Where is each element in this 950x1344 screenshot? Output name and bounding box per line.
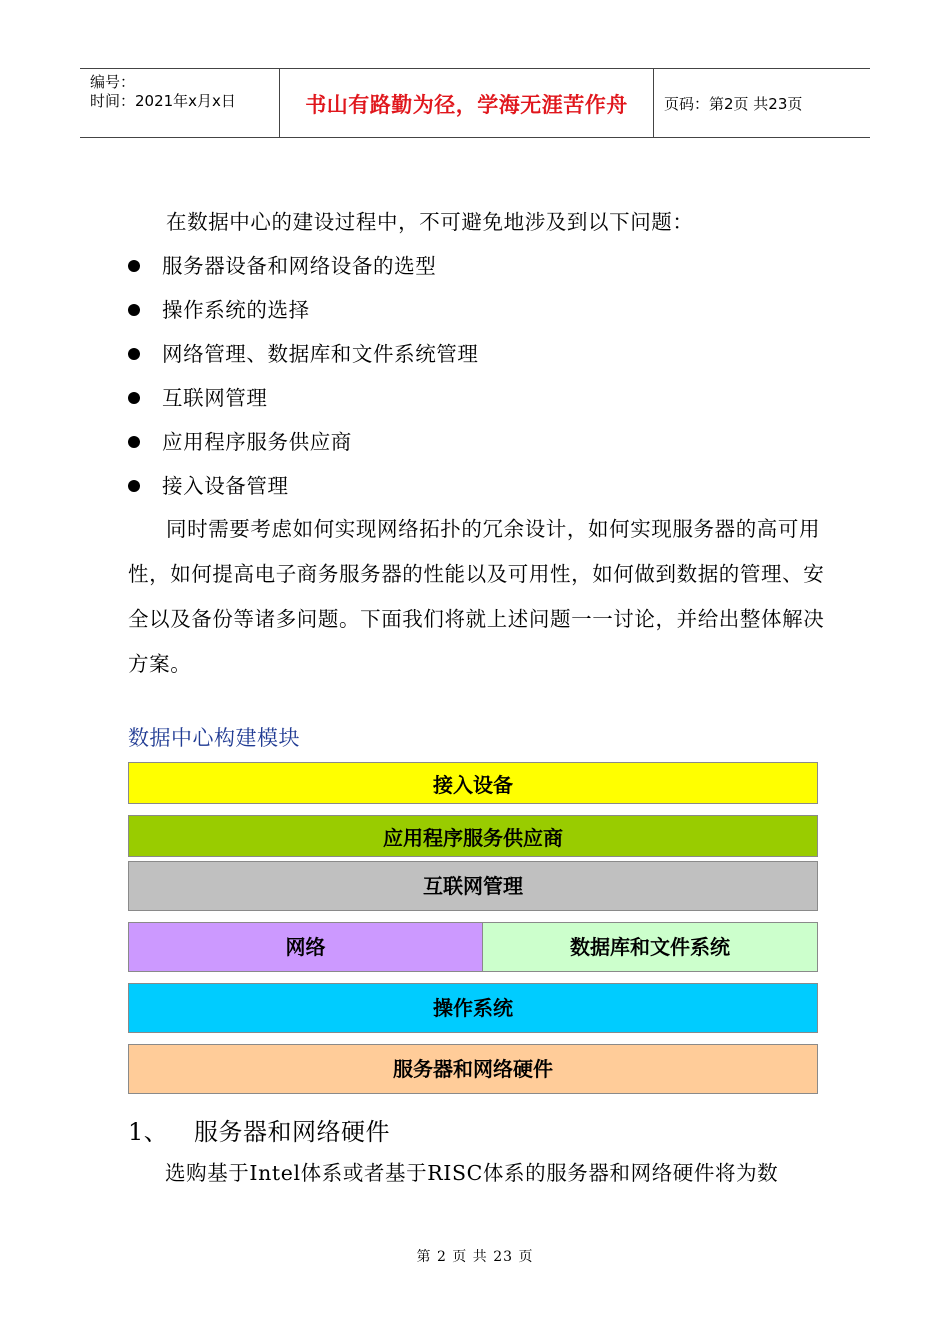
bullet-icon <box>128 304 140 316</box>
header-motto-cell <box>280 69 654 137</box>
header-meta <box>80 69 280 137</box>
module-access-devices: 接入设备 <box>128 762 818 804</box>
bullet-icon <box>128 260 140 272</box>
code-label: 编号： <box>90 73 136 91</box>
issue-list <box>128 244 479 508</box>
header-motto: 书山有路勤为径，学海无涯苦作舟 <box>305 93 628 117</box>
intro-paragraph: 在数据中心的建设过程中，不可避免地涉及到以下问题： <box>166 210 694 234</box>
bullet-icon <box>128 480 140 492</box>
section-title: 服务器和网络硬件 <box>194 1118 390 1146</box>
section-number: 1、 <box>128 1118 169 1146</box>
page-header <box>80 68 870 138</box>
list-item: 操作系统的选择 <box>128 288 479 332</box>
module-server-network-hardware: 服务器和网络硬件 <box>128 1044 818 1094</box>
header-page-info: 页码：第2页 共23页 <box>664 94 803 113</box>
bullet-icon <box>128 348 140 360</box>
bullet-icon <box>128 392 140 404</box>
module-asp: 应用程序服务供应商 <box>128 815 818 857</box>
section-heading <box>128 1112 390 1147</box>
list-item: 互联网管理 <box>128 376 479 420</box>
bullet-icon <box>128 436 140 448</box>
list-item: 网络管理、数据库和文件系统管理 <box>128 332 479 376</box>
list-item: 服务器设备和网络设备的选型 <box>128 244 479 288</box>
module-diagram-title: 数据中心构建模块 <box>128 726 300 750</box>
time-label: 时间：2021年x月x日 <box>90 92 236 110</box>
module-operating-system: 操作系统 <box>128 983 818 1033</box>
list-item: 接入设备管理 <box>128 464 479 508</box>
module-database-filesystem: 数据库和文件系统 <box>482 922 818 972</box>
considerations-paragraph: 同时需要考虑如何实现网络拓扑的冗余设计，如何实现服务器的高可用性，如何提高电子商务服务器的性能以及可用性，如何做到数据的管理、安全以及备份等诸多问题。下面我们将就上述问题一一讨论，并给出整体解决方案。 <box>128 517 825 676</box>
list-item: 应用程序服务供应商 <box>128 420 479 464</box>
page-footer: 第 2 页 共 23 页 <box>416 1249 534 1265</box>
section-body-text: 选购基于Intel体系或者基于RISC体系的服务器和网络硬件将为数 <box>165 1161 779 1185</box>
module-network: 网络 <box>128 922 483 972</box>
module-internet-management: 互联网管理 <box>128 861 818 911</box>
